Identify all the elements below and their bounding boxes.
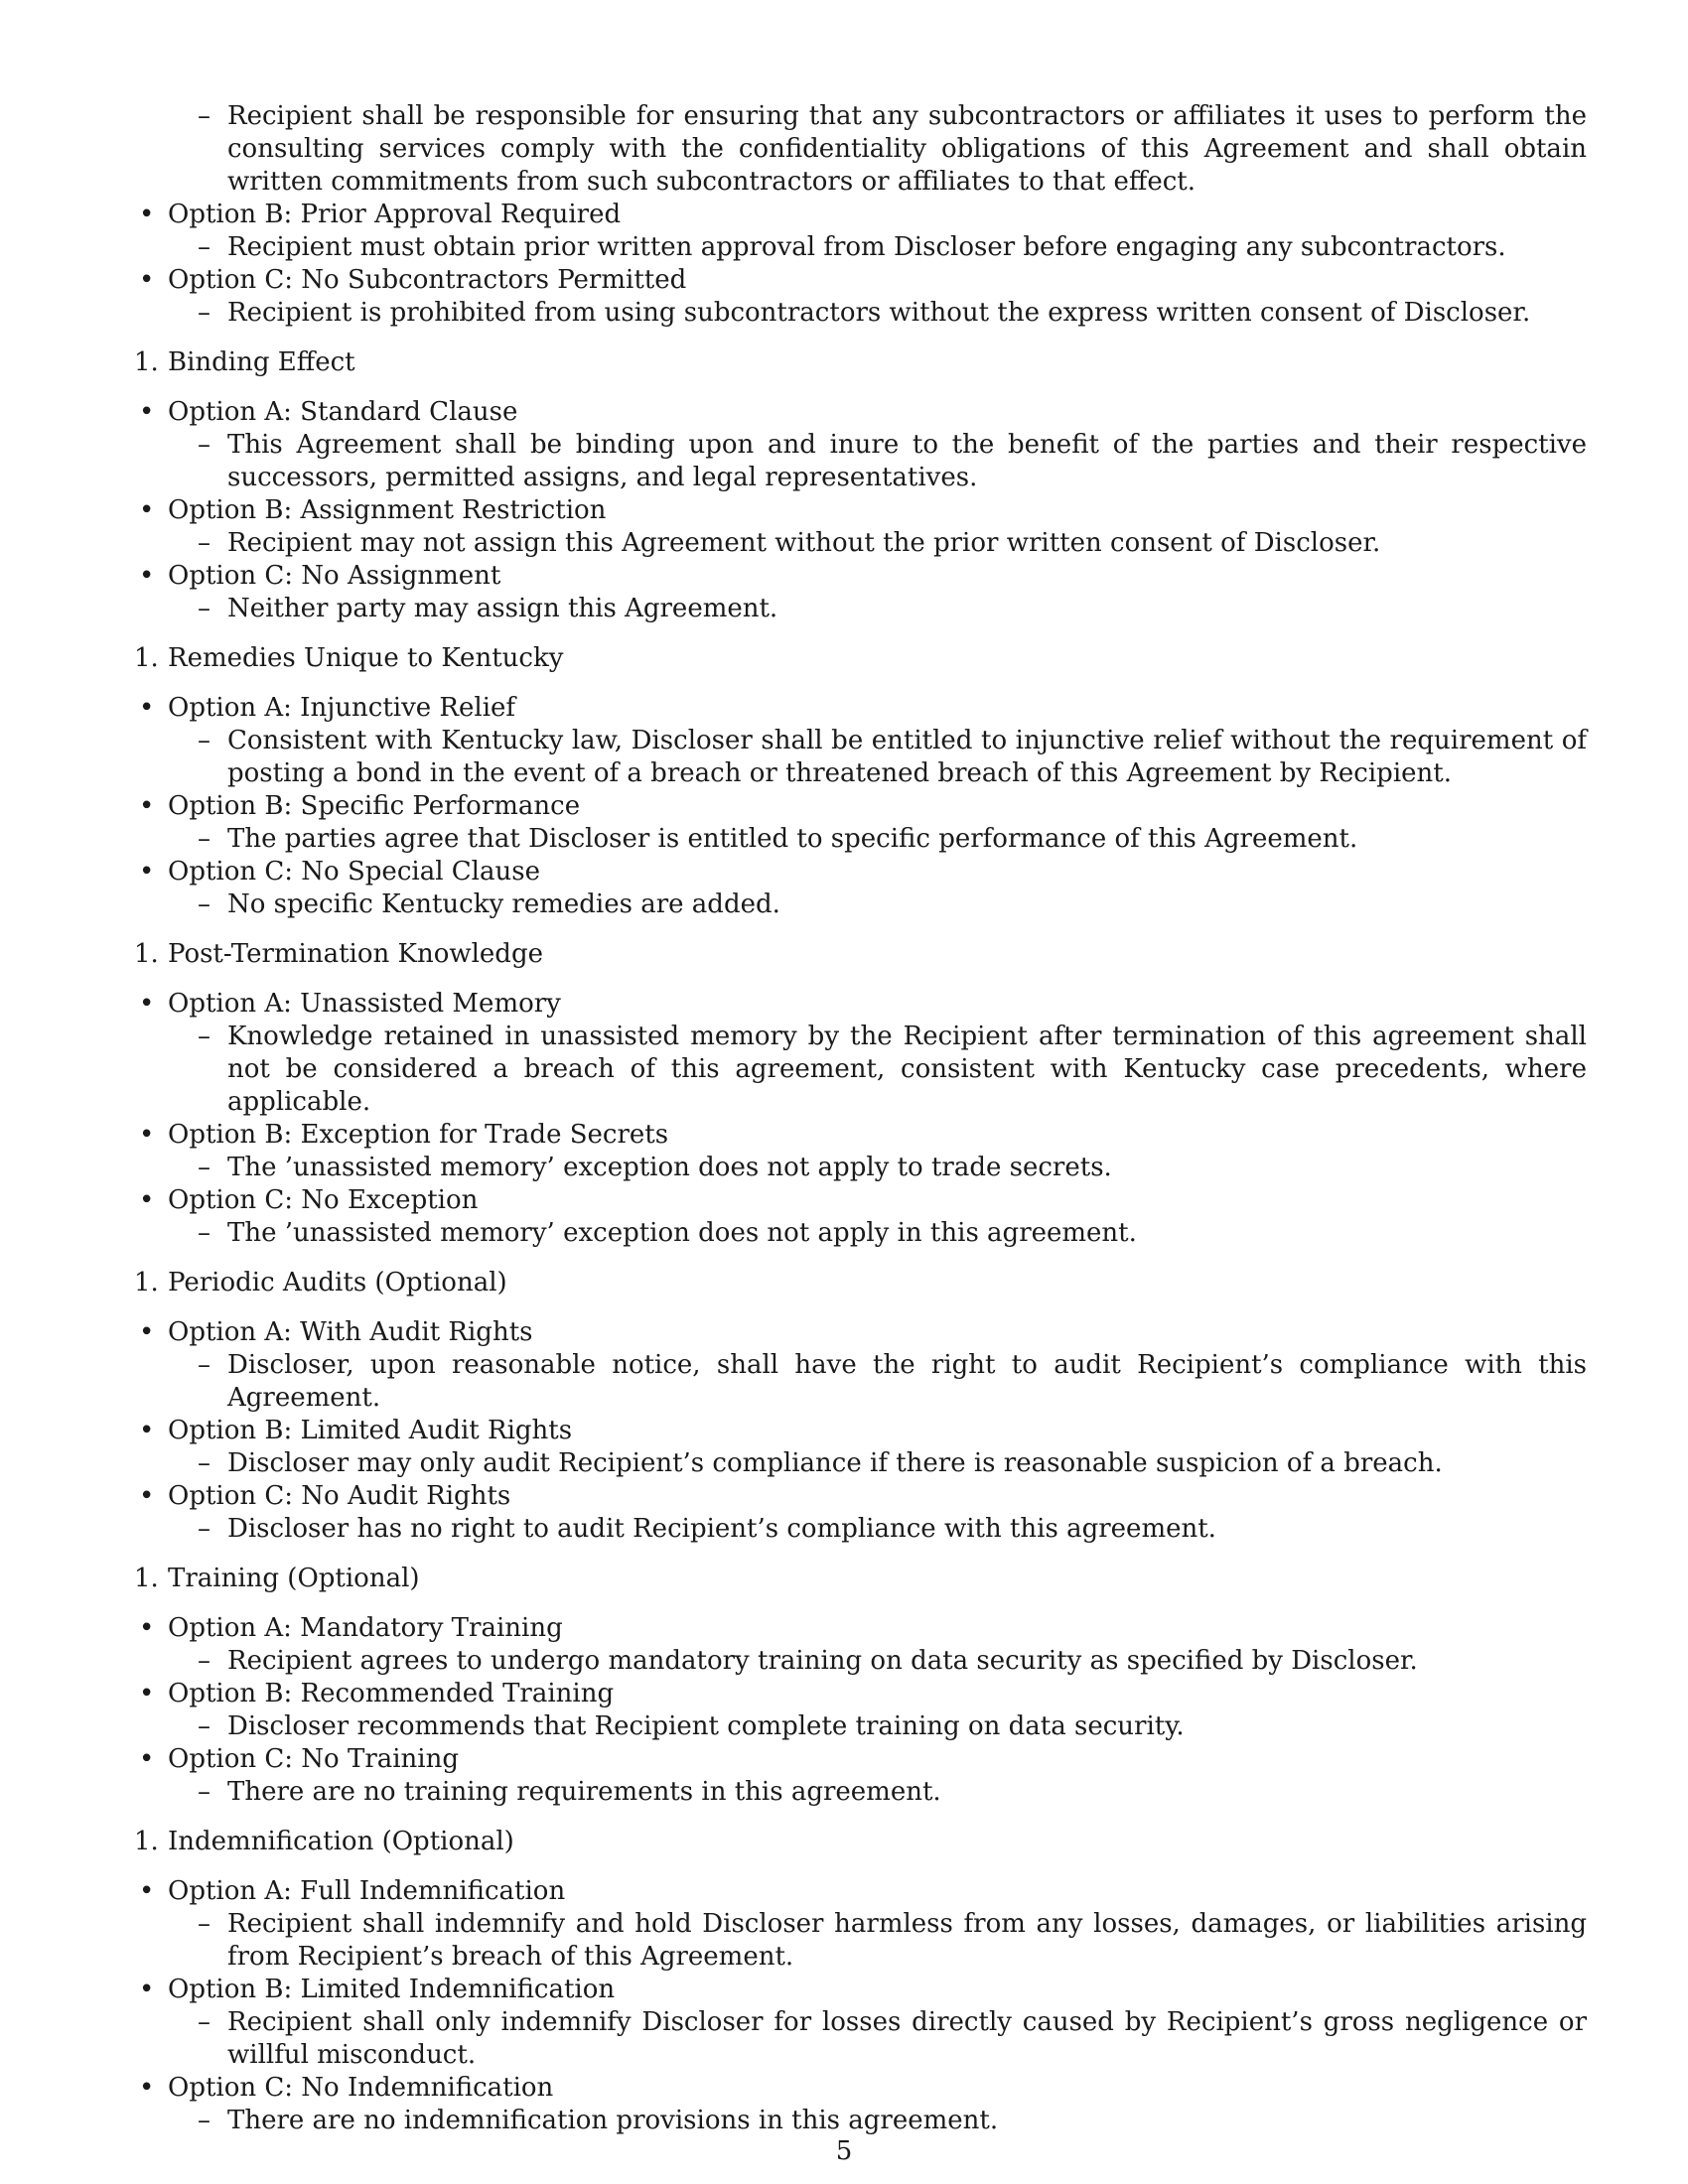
sub-item-text: Recipient must obtain prior written approval from Discloser before engaging any subcontractors. bbox=[227, 232, 1506, 262]
option-label: Option C: No Assignment bbox=[168, 561, 501, 591]
section-title: Binding Effect bbox=[168, 347, 355, 377]
option-label: Option C: No Special Clause bbox=[168, 857, 540, 887]
sub-item-text: Discloser has no right to audit Recipient’s compliance with this agreement. bbox=[227, 1514, 1216, 1544]
bullet-marker: • bbox=[139, 1744, 155, 1774]
option-item bbox=[127, 1678, 1587, 1710]
bullet-marker: • bbox=[139, 791, 155, 821]
bullet-marker: • bbox=[139, 2073, 155, 2103]
option-label: Option B: Specific Performance bbox=[168, 791, 581, 821]
bullet-marker: • bbox=[139, 1185, 155, 1215]
sub-item bbox=[127, 527, 1587, 560]
bullet-marker: • bbox=[139, 561, 155, 591]
sub-item bbox=[127, 1908, 1587, 1974]
option-label: Option C: No Indemnification bbox=[168, 2073, 554, 2103]
section-title: Periodic Audits (Optional) bbox=[168, 1268, 507, 1297]
section-title: Indemnification (Optional) bbox=[168, 1827, 514, 1856]
sub-item-text: Neither party may assign this Agreement. bbox=[227, 594, 778, 623]
sub-item bbox=[127, 593, 1587, 625]
bullet-marker: • bbox=[139, 1481, 155, 1511]
sub-item bbox=[127, 1152, 1587, 1184]
document-body bbox=[127, 100, 1587, 2137]
option-item bbox=[127, 1612, 1587, 1645]
bullet-marker: • bbox=[139, 1679, 155, 1708]
bullet-marker: • bbox=[139, 1613, 155, 1643]
dash-marker: – bbox=[198, 1777, 211, 1807]
sub-item bbox=[127, 725, 1587, 790]
bullet-marker: • bbox=[139, 1120, 155, 1150]
option-item bbox=[127, 199, 1587, 231]
sub-item bbox=[127, 429, 1587, 494]
dash-marker: – bbox=[198, 528, 211, 558]
sub-item-text: Discloser may only audit Recipient’s compliance if there is reasonable suspicion of a breach. bbox=[227, 1448, 1443, 1478]
option-label: Option A: Standard Clause bbox=[168, 397, 518, 427]
section-heading-4 bbox=[127, 1267, 1587, 1299]
section-heading-3 bbox=[127, 938, 1587, 971]
page-number: 5 bbox=[835, 2136, 853, 2166]
sub-item bbox=[127, 297, 1587, 330]
sub-item-text: There are no training requirements in this agreement. bbox=[227, 1777, 941, 1807]
sub-item-text: Recipient agrees to undergo mandatory training on data security as specified by Discloser. bbox=[227, 1646, 1418, 1676]
option-item bbox=[127, 2072, 1587, 2105]
section-title: Training (Optional) bbox=[168, 1564, 420, 1593]
dash-marker: – bbox=[198, 1153, 211, 1182]
sub-item bbox=[127, 1447, 1587, 1480]
section-number: 1. bbox=[134, 347, 159, 377]
option-item bbox=[127, 1480, 1587, 1513]
bullet-marker: • bbox=[139, 1317, 155, 1347]
dash-marker: – bbox=[198, 889, 211, 919]
option-item bbox=[127, 1316, 1587, 1349]
dash-marker: – bbox=[198, 101, 211, 131]
dash-marker: – bbox=[198, 1022, 211, 1051]
section-heading-6 bbox=[127, 1826, 1587, 1858]
sub-item bbox=[127, 2006, 1587, 2072]
option-label: Option C: No Exception bbox=[168, 1185, 479, 1215]
option-item bbox=[127, 396, 1587, 429]
option-label: Option C: No Audit Rights bbox=[168, 1481, 511, 1511]
option-item bbox=[127, 692, 1587, 725]
option-label: Option A: Mandatory Training bbox=[168, 1613, 563, 1643]
bullet-marker: • bbox=[139, 1416, 155, 1445]
sub-item-text: The ’unassisted memory’ exception does not apply to trade secrets. bbox=[227, 1153, 1112, 1182]
sub-item-text: The parties agree that Discloser is entitled to specific performance of this Agreement. bbox=[227, 824, 1358, 854]
bullet-marker: • bbox=[139, 1975, 155, 2004]
bullet-marker: • bbox=[139, 495, 155, 525]
option-item bbox=[127, 264, 1587, 297]
option-label: Option B: Exception for Trade Secrets bbox=[168, 1120, 669, 1150]
dash-marker: – bbox=[198, 1350, 211, 1380]
bullet-marker: • bbox=[139, 989, 155, 1019]
option-item bbox=[127, 1184, 1587, 1217]
sub-item bbox=[127, 1513, 1587, 1546]
option-label: Option B: Limited Indemnification bbox=[168, 1975, 616, 2004]
dash-marker: – bbox=[198, 430, 211, 460]
dash-marker: – bbox=[198, 1646, 211, 1676]
dash-marker: – bbox=[198, 2007, 211, 2037]
sections-container bbox=[127, 346, 1587, 2137]
option-label: Option C: No Subcontractors Permitted bbox=[168, 265, 687, 295]
sub-item-text: Discloser, upon reasonable notice, shall have the right to audit Recipient’s compliance with this Agreement. bbox=[227, 1350, 1587, 1413]
sub-item-text: Recipient shall only indemnify Discloser for losses directly caused by Recipient’s gross negligence or willful misconduct. bbox=[227, 2007, 1587, 2070]
sub-item-text: Consistent with Kentucky law, Discloser shall be entitled to injunctive relief without the requirement of posting a bond in the event of a breach or threatened breach of this Agreement by Recipient. bbox=[227, 726, 1587, 788]
sub-item bbox=[127, 1349, 1587, 1415]
dash-marker: – bbox=[198, 1909, 211, 1939]
section-heading-2 bbox=[127, 642, 1587, 675]
section-title: Remedies Unique to Kentucky bbox=[168, 643, 564, 673]
section-heading-1 bbox=[127, 346, 1587, 379]
option-label: Option A: Full Indemnification bbox=[168, 1876, 566, 1906]
section-number: 1. bbox=[134, 643, 159, 673]
bullet-marker: • bbox=[139, 265, 155, 295]
sub-item bbox=[127, 231, 1587, 264]
option-item bbox=[127, 1119, 1587, 1152]
option-label: Option A: Unassisted Memory bbox=[168, 989, 561, 1019]
dash-marker: – bbox=[198, 1218, 211, 1248]
option-label: Option C: No Training bbox=[168, 1744, 460, 1774]
sub-item bbox=[127, 1710, 1587, 1743]
option-label: Option A: Injunctive Relief bbox=[168, 693, 516, 723]
dash-marker: – bbox=[198, 1514, 211, 1544]
section-number: 1. bbox=[134, 1827, 159, 1856]
sub-item-intro bbox=[127, 100, 1587, 199]
bullet-marker: • bbox=[139, 1876, 155, 1906]
option-item bbox=[127, 494, 1587, 527]
sub-item-text: Recipient is prohibited from using subcontractors without the express written consent of Discloser. bbox=[227, 298, 1531, 328]
option-item bbox=[127, 988, 1587, 1021]
option-item bbox=[127, 1415, 1587, 1447]
bullet-marker: • bbox=[139, 693, 155, 723]
option-item bbox=[127, 560, 1587, 593]
option-item bbox=[127, 1974, 1587, 2006]
option-label: Option B: Limited Audit Rights bbox=[168, 1416, 573, 1445]
option-label: Option B: Assignment Restriction bbox=[168, 495, 607, 525]
sub-item-text: There are no indemnification provisions in this agreement. bbox=[227, 2106, 999, 2135]
dash-marker: – bbox=[198, 232, 211, 262]
option-label: Option A: With Audit Rights bbox=[168, 1317, 533, 1347]
option-label: Option B: Recommended Training bbox=[168, 1679, 615, 1708]
dash-marker: – bbox=[198, 594, 211, 623]
option-item bbox=[127, 856, 1587, 888]
dash-marker: – bbox=[198, 824, 211, 854]
sub-item-text: Recipient may not assign this Agreement without the prior written consent of Discloser. bbox=[227, 528, 1381, 558]
section-number: 1. bbox=[134, 939, 159, 969]
option-item bbox=[127, 1875, 1587, 1908]
sub-item bbox=[127, 1776, 1587, 1809]
sub-item-text: No specific Kentucky remedies are added. bbox=[227, 889, 780, 919]
dash-marker: – bbox=[198, 1448, 211, 1478]
sub-item-text: Discloser recommends that Recipient complete training on data security. bbox=[227, 1711, 1185, 1741]
option-item bbox=[127, 790, 1587, 823]
sub-item bbox=[127, 823, 1587, 856]
option-item bbox=[127, 1743, 1587, 1776]
sub-item-text: This Agreement shall be binding upon and inure to the benefit of the parties and their respective successors, permitted assigns, and legal representatives. bbox=[227, 430, 1587, 492]
sub-item bbox=[127, 1021, 1587, 1119]
section-number: 1. bbox=[134, 1268, 159, 1297]
dash-marker: – bbox=[198, 726, 211, 755]
section-title: Post-Termination Knowledge bbox=[168, 939, 543, 969]
dash-marker: – bbox=[198, 1711, 211, 1741]
bullet-marker: • bbox=[139, 200, 155, 229]
sub-item bbox=[127, 1217, 1587, 1250]
sub-item bbox=[127, 2105, 1587, 2137]
dash-marker: – bbox=[198, 2106, 211, 2135]
sub-item-text: Recipient shall indemnify and hold Discloser harmless from any losses, damages, or liabilities arising from Recipient’s breach of this Agreement. bbox=[227, 1909, 1587, 1972]
section-heading-5 bbox=[127, 1563, 1587, 1595]
section-number: 1. bbox=[134, 1564, 159, 1593]
bullet-marker: • bbox=[139, 397, 155, 427]
dash-marker: – bbox=[198, 298, 211, 328]
sub-item-text: Knowledge retained in unassisted memory by the Recipient after termination of this agreement shall not be considered a breach of this agreement, consistent with Kentucky case precedents, where applicable. bbox=[227, 1022, 1587, 1117]
sub-item bbox=[127, 888, 1587, 921]
bullet-marker: • bbox=[139, 857, 155, 887]
sub-item bbox=[127, 1645, 1587, 1678]
sub-item-text: Recipient shall be responsible for ensuring that any subcontractors or affiliates it uses to perform the consulting services comply with the confidentiality obligations of this Agreement and shall obtain written commitments from such subcontractors or affiliates to that effect. bbox=[227, 101, 1587, 197]
sub-item-text: The ’unassisted memory’ exception does not apply in this agreement. bbox=[227, 1218, 1137, 1248]
option-label: Option B: Prior Approval Required bbox=[168, 200, 622, 229]
